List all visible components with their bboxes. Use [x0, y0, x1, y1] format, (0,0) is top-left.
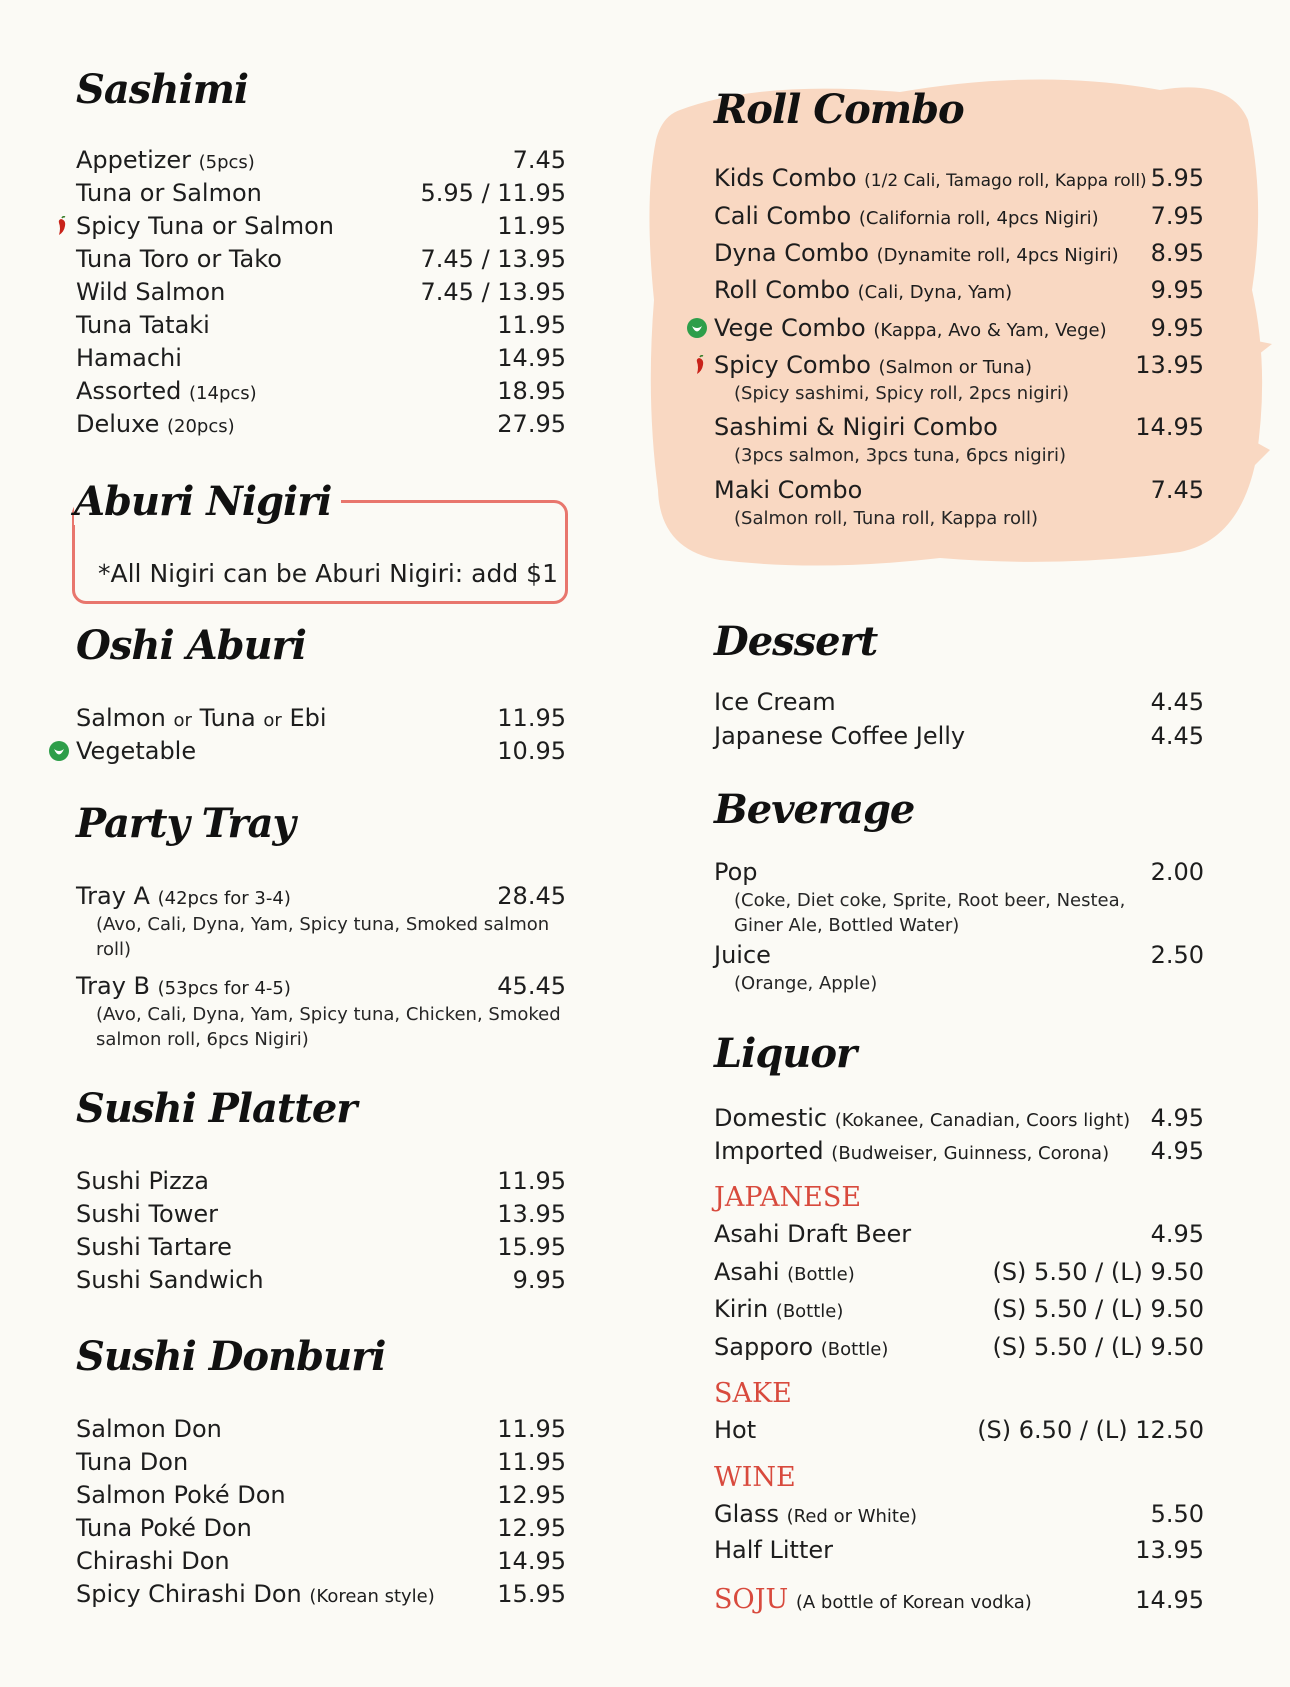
item-price: 5.50	[1150, 1500, 1204, 1528]
menu-item	[76, 1545, 566, 1579]
item-name: Vege Combo	[714, 314, 866, 342]
item-note: (53pcs for 4-5)	[157, 978, 291, 999]
item-price: 5.95	[1150, 164, 1204, 192]
item-name: Salmon Poké Don	[76, 1481, 286, 1509]
item-note: (California roll, 4pcs Nigiri)	[858, 208, 1099, 229]
menu-item	[714, 1498, 1204, 1532]
item-name: Sapporo	[714, 1333, 814, 1361]
item-name: Kirin	[714, 1295, 769, 1323]
item-price: 7.45 / 13.95	[420, 245, 566, 273]
item-name: Roll Combo	[714, 276, 850, 304]
item-note: (Bottle)	[787, 1264, 855, 1285]
item-name: Tray A	[76, 882, 150, 910]
vegetarian-leaf-icon	[48, 740, 70, 762]
item-name: Cali Combo	[714, 202, 852, 230]
item-price: (S) 5.50 / (L) 9.50	[992, 1258, 1204, 1286]
menu-item	[76, 1446, 566, 1480]
menu-item	[76, 1578, 566, 1612]
item-price: 4.45	[1150, 722, 1204, 750]
item-price: 10.95	[497, 737, 566, 765]
item-price: 2.50	[1150, 941, 1204, 969]
chili-pepper-icon	[56, 216, 68, 236]
item-price: 5.95 / 11.95	[420, 179, 566, 207]
item-price: 7.45	[1150, 476, 1204, 504]
item-price: 45.45	[497, 972, 566, 1000]
item-price: 9.95	[1150, 276, 1204, 304]
item-note: (42pcs for 3-4)	[157, 888, 291, 909]
item-price: 11.95	[497, 1415, 566, 1443]
item-name: Glass	[714, 1500, 779, 1528]
item-price: 18.95	[497, 377, 566, 405]
oshi-aburi-section	[76, 622, 566, 772]
item-price: 9.95	[512, 1266, 566, 1294]
category-label-japanese: JAPANESE	[714, 1182, 862, 1213]
item-name: Sushi Tartare	[76, 1233, 232, 1261]
item-note: (14pcs)	[189, 383, 257, 404]
item-note: (Bottle)	[820, 1339, 889, 1360]
item-price: 14.95	[497, 344, 566, 372]
item-description: (Avo, Cali, Dyna, Yam, Spicy tuna, Chicken, Smoked	[96, 1004, 561, 1025]
item-price: 12.95	[497, 1481, 566, 1509]
menu-item: Salmon or Tuna or Ebi 11.95	[76, 704, 566, 732]
item-name: Maki Combo	[714, 476, 863, 504]
item-name: Hamachi	[76, 344, 182, 372]
item-price: 11.95	[497, 212, 566, 240]
menu-item	[714, 312, 1204, 346]
menu-item	[714, 1534, 1204, 1568]
menu-item	[714, 349, 1204, 383]
item-name: Assorted	[76, 377, 182, 405]
item-description: (Orange, Apple)	[734, 973, 878, 994]
item-price: 7.45 / 13.95	[420, 278, 566, 306]
item-name: Imported	[714, 1137, 824, 1165]
item-note: (Red or White)	[786, 1506, 918, 1527]
item-name: Appetizer	[76, 146, 191, 174]
item-name: Half Litter	[714, 1536, 833, 1564]
menu-item	[714, 237, 1204, 271]
item-note: (Dynamite roll, 4pcs Nigiri)	[876, 245, 1119, 266]
item-name: Tuna Toro or Tako	[76, 245, 282, 273]
item-name: Tray B	[76, 972, 151, 1000]
liquor-section	[714, 1030, 1204, 1630]
menu-item	[76, 1231, 566, 1265]
menu-item	[76, 408, 566, 442]
item-note: (Salmon or Tuna)	[878, 357, 1032, 378]
menu-item	[76, 177, 566, 211]
item-name: Spicy Tuna or Salmon	[76, 212, 334, 240]
dessert-section	[714, 618, 1204, 758]
item-price: 8.95	[1150, 239, 1204, 267]
sushi-platter-section	[76, 1085, 566, 1305]
category-label-sake: SAKE	[714, 1378, 792, 1409]
menu-item	[76, 1264, 566, 1298]
menu-item	[714, 1135, 1204, 1169]
sushi-platter-heading: Sushi Platter	[76, 1085, 357, 1132]
menu-item	[714, 939, 1204, 973]
item-name: Pop	[714, 858, 758, 886]
menu-item	[76, 1165, 566, 1199]
item-name: Tuna Don	[76, 1448, 189, 1476]
item-description: (Spicy sashimi, Spicy roll, 2pcs nigiri)	[734, 383, 1070, 404]
vegetarian-leaf-icon	[686, 317, 708, 339]
item-price: 7.45	[512, 146, 566, 174]
item-price: 11.95	[497, 311, 566, 339]
item-name: Deluxe	[76, 410, 160, 438]
item-price: 13.95	[497, 1200, 566, 1228]
menu-item	[714, 1218, 1204, 1252]
item-name: Sushi Sandwich	[76, 1266, 264, 1294]
item-price: 13.95	[1135, 351, 1204, 379]
sashimi-heading: Sashimi	[76, 66, 249, 113]
beverage-section	[714, 786, 1204, 1006]
item-name: Sashimi & Nigiri Combo	[714, 413, 998, 441]
aburi-nigiri-section	[72, 470, 568, 605]
party-tray-heading: Party Tray	[76, 800, 295, 847]
item-name: Asahi	[714, 1258, 780, 1286]
item-note: (Kappa, Avo & Yam, Vege)	[873, 320, 1107, 341]
menu-item	[76, 375, 566, 409]
item-price: 14.95	[497, 1547, 566, 1575]
sashimi-section	[76, 60, 566, 450]
item-description: salmon roll, 6pcs Nigiri)	[96, 1029, 309, 1050]
item-name: Dyna Combo	[714, 239, 869, 267]
item-name: Tuna Poké Don	[76, 1514, 252, 1542]
item-price: 15.95	[497, 1580, 566, 1608]
menu-item	[76, 276, 566, 310]
item-name: Chirashi Don	[76, 1547, 230, 1575]
menu-item	[714, 274, 1204, 308]
item-name: Domestic	[714, 1104, 828, 1132]
menu-item	[76, 342, 566, 376]
item-name: Juice	[714, 941, 771, 969]
menu-item	[714, 720, 1204, 754]
menu-item	[76, 970, 566, 1004]
aburi-nigiri-heading: Aburi Nigiri	[74, 478, 341, 525]
roll-combo-heading: Roll Combo	[714, 86, 964, 133]
menu-item	[76, 243, 566, 277]
menu-item	[714, 1293, 1204, 1327]
menu-item	[714, 200, 1204, 234]
item-price: 2.00	[1150, 858, 1204, 886]
menu-item	[76, 210, 566, 244]
item-name: Salmon Don	[76, 1415, 222, 1443]
item-note: (Cali, Dyna, Yam)	[857, 282, 1013, 303]
party-tray-section	[76, 800, 566, 1050]
item-description: roll)	[96, 939, 132, 960]
item-name: Salmon	[76, 704, 166, 732]
item-price: 13.95	[1135, 1536, 1204, 1564]
oshi-aburi-heading: Oshi Aburi	[76, 622, 306, 669]
menu-item	[76, 735, 566, 769]
sushi-donburi-section	[76, 1333, 566, 1623]
menu-item	[76, 144, 566, 178]
item-price: 11.95	[497, 1448, 566, 1476]
item-price: (S) 6.50 / (L) 12.50	[977, 1416, 1204, 1444]
item-name: Sushi Tower	[76, 1200, 218, 1228]
menu-item	[714, 162, 1204, 196]
menu-item	[714, 1584, 1204, 1618]
item-price: 4.95	[1150, 1104, 1204, 1132]
menu-item	[76, 309, 566, 343]
item-note: (5pcs)	[198, 152, 255, 173]
liquor-heading: Liquor	[714, 1030, 857, 1077]
item-note: (20pcs)	[167, 416, 235, 437]
aburi-nigiri-note: *All Nigiri can be Aburi Nigiri: add $1	[98, 559, 558, 588]
menu-item	[76, 1479, 566, 1513]
item-description: (Avo, Cali, Dyna, Yam, Spicy tuna, Smoked salmon	[96, 914, 550, 935]
item-price: 14.95	[1135, 413, 1204, 441]
chili-pepper-icon	[694, 355, 706, 375]
item-name: Ice Cream	[714, 688, 836, 716]
item-price: 4.45	[1150, 688, 1204, 716]
item-price: (S) 5.50 / (L) 9.50	[992, 1295, 1204, 1323]
menu-item	[714, 1102, 1204, 1136]
item-price: 7.95	[1150, 202, 1204, 230]
item-price: 11.95	[497, 704, 566, 732]
item-price: 15.95	[497, 1233, 566, 1261]
item-price: 12.95	[497, 1514, 566, 1542]
item-price: 28.45	[497, 882, 566, 910]
item-price: 4.95	[1150, 1137, 1204, 1165]
item-name: Hot	[714, 1416, 757, 1444]
item-price: 4.95	[1150, 1220, 1204, 1248]
item-note: (Kokanee, Canadian, Coors light)	[834, 1110, 1131, 1131]
category-label-wine: WINE	[714, 1462, 796, 1493]
item-price: 14.95	[1135, 1586, 1204, 1614]
beverage-heading: Beverage	[714, 786, 915, 833]
item-name: Kids Combo	[714, 164, 857, 192]
item-note: (Korean style)	[309, 1586, 435, 1607]
item-name: Japanese Coffee Jelly	[714, 722, 966, 750]
sushi-donburi-heading: Sushi Donburi	[76, 1333, 386, 1380]
item-price: 11.95	[497, 1167, 566, 1195]
item-name: Asahi Draft Beer	[714, 1220, 912, 1248]
menu-item	[714, 856, 1204, 890]
category-label-soju: SOJU	[714, 1584, 789, 1615]
menu-item	[714, 1331, 1204, 1365]
menu-item	[714, 411, 1204, 445]
item-description: (Coke, Diet coke, Sprite, Root beer, Nestea,	[734, 890, 1126, 911]
menu-item	[714, 1414, 1204, 1448]
item-description: (Salmon roll, Tuna roll, Kappa roll)	[734, 508, 1039, 529]
item-price: (S) 5.50 / (L) 9.50	[992, 1333, 1204, 1361]
menu-item	[714, 474, 1204, 508]
menu-item	[714, 1256, 1204, 1290]
item-name: Spicy Chirashi Don	[76, 1580, 302, 1608]
item-name: Tuna or Salmon	[76, 179, 262, 207]
item-name: Sushi Pizza	[76, 1167, 209, 1195]
menu-item	[76, 1198, 566, 1232]
menu-item	[76, 1512, 566, 1546]
item-name: Spicy Combo	[714, 351, 871, 379]
item-note: (Bottle)	[775, 1301, 844, 1322]
menu-item	[76, 880, 566, 914]
item-description: (3pcs salmon, 3pcs tuna, 6pcs nigiri)	[734, 445, 1067, 466]
dessert-heading: Dessert	[714, 618, 878, 665]
item-note: (Budweiser, Guinness, Corona)	[831, 1143, 1110, 1164]
item-name: Vegetable	[76, 737, 197, 765]
item-note: (A bottle of Korean vodka)	[795, 1592, 1032, 1613]
roll-combo-section	[714, 80, 1204, 540]
item-description: Giner Ale, Bottled Water)	[734, 915, 960, 936]
menu-item	[76, 1413, 566, 1447]
item-note: (1/2 Cali, Tamago roll, Kappa roll)	[864, 171, 1147, 191]
item-price: 27.95	[497, 410, 566, 438]
item-name: Wild Salmon	[76, 278, 226, 306]
item-name: Tuna Tataki	[76, 311, 210, 339]
menu-item	[714, 686, 1204, 720]
item-price: 9.95	[1150, 314, 1204, 342]
